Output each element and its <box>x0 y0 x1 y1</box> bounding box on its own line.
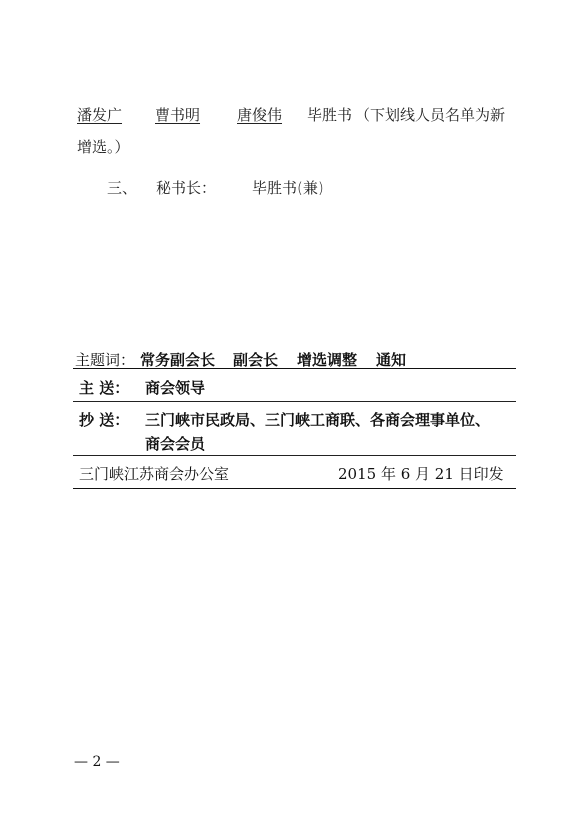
name-cao-shu-ming: 曹书明 <box>155 106 201 124</box>
main-send-value: 商会领导 <box>145 379 206 397</box>
name-pan-fa-guang: 潘发广 <box>77 106 123 124</box>
copy-send-divider <box>73 455 516 456</box>
secretary-label: 秘书长： <box>156 179 217 197</box>
secretary-name: 毕胜书(兼) <box>252 179 324 197</box>
issue-date: 2015 年 6 月 21 日印发 <box>338 465 504 483</box>
main-send-label: 主 送： <box>79 379 130 397</box>
name-tang-jun-wei: 唐俊伟 <box>237 106 283 124</box>
copy-send-line-1: 三门峡市民政局、三门峡工商联、各商会理事单位、 <box>145 411 491 429</box>
issuer-office: 三门峡江苏商会办公室 <box>79 465 230 483</box>
note-line-1: （下划线人员名单为新 <box>355 106 506 124</box>
copy-send-label: 抄 送： <box>79 411 130 429</box>
note-line-2: 增选。） <box>77 138 130 156</box>
subject-divider <box>73 368 516 369</box>
subject-label: 主题词： <box>75 351 136 369</box>
subject-term-4: 通知 <box>376 351 407 369</box>
name-bi-sheng-shu: 毕胜书 <box>307 106 353 124</box>
page-number: — 2 — <box>74 754 120 770</box>
secretary-number: 三、 <box>107 179 138 197</box>
issuer-divider <box>73 488 516 489</box>
subject-term-1: 常务副会长 <box>140 351 216 369</box>
main-send-divider <box>73 401 516 402</box>
copy-send-line-2: 商会会员 <box>145 435 206 453</box>
subject-term-2: 副会长 <box>233 351 279 369</box>
subject-term-3: 增选调整 <box>297 351 358 369</box>
